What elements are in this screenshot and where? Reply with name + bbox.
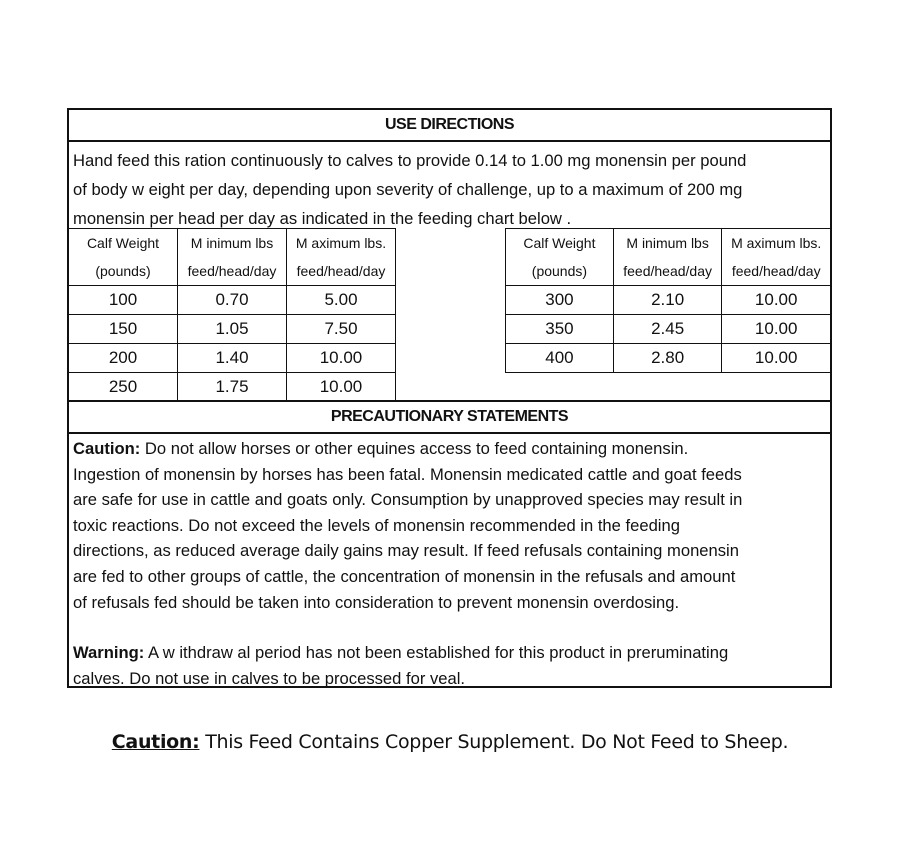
header-calf-weight-unit: (pounds)	[506, 257, 614, 286]
maximum-cell: 10.00	[287, 344, 396, 373]
use-directions-title: USE DIRECTIONS	[69, 110, 830, 142]
warning-label: Warning:	[73, 643, 145, 663]
caution-line: Ingestion of monensin by horses has been fatal. Monensin medicated cattle and goat feeds	[73, 464, 742, 484]
table-row	[506, 344, 831, 373]
caution-line: toxic reactions. Do not exceed the levels of monensin recommended in the feeding	[73, 515, 680, 535]
label-frame	[67, 108, 832, 688]
maximum-cell: 10.00	[722, 344, 830, 373]
minimum-cell: 1.40	[178, 344, 287, 373]
header-maximum-unit: feed/head/day	[722, 257, 830, 286]
copper-caution-label: Caution:	[111, 731, 200, 753]
maximum-cell: 7.50	[287, 315, 396, 344]
warning-line: Warning: A w ithdraw al period has not been established for this product in preruminating	[73, 643, 729, 663]
header-minimum-unit: feed/head/day	[613, 257, 722, 286]
caution-line: Caution: Do not allow horses or other equines access to feed containing monensin.	[73, 439, 689, 458]
calf-weight-cell: 350	[506, 315, 614, 344]
calf-weight-cell: 400	[506, 344, 614, 373]
spacer	[73, 615, 826, 640]
header-calf-weight: Calf Weight	[506, 229, 614, 258]
intro-line: monensin per head per day as indicated in the feeding chart below .	[73, 209, 572, 228]
table-row	[69, 315, 396, 344]
intro-line: Hand feed this ration continuously to calves to provide 0.14 to 1.00 mg monensin per pound	[73, 151, 747, 170]
caution-label: Caution:	[73, 439, 141, 458]
calf-weight-cell: 250	[69, 373, 178, 402]
calf-weight-cell: 150	[69, 315, 178, 344]
feeding-table-right	[505, 228, 830, 373]
calf-weight-cell: 300	[506, 286, 614, 315]
minimum-cell: 2.10	[613, 286, 722, 315]
caution-line: are safe for use in cattle and goats only. Consumption by unapproved species may result in	[73, 490, 743, 510]
feeding-table-left	[68, 228, 396, 402]
calf-weight-cell: 100	[69, 286, 178, 315]
maximum-cell: 10.00	[722, 286, 830, 315]
precautionary-text	[69, 434, 830, 691]
copper-caution	[0, 731, 900, 753]
maximum-cell: 10.00	[722, 315, 830, 344]
copper-caution-text: This Feed Contains Copper Supplement. Do Not Feed to Sheep.	[199, 731, 789, 753]
header-minimum: M inimum lbs	[613, 229, 722, 258]
caution-line: are fed to other groups of cattle, the concentration of monensin in the refusals and amount	[73, 566, 736, 586]
header-calf-weight: Calf Weight	[69, 229, 178, 258]
minimum-cell: 1.75	[178, 373, 287, 402]
table-row	[506, 286, 831, 315]
precautionary-title: PRECAUTIONARY STATEMENTS	[69, 402, 830, 434]
caution-line: directions, as reduced average daily gains may result. If feed refusals containing monensin	[73, 541, 739, 561]
table-row	[69, 373, 396, 402]
maximum-cell: 10.00	[287, 373, 396, 402]
table-row	[506, 315, 831, 344]
header-minimum: M inimum lbs	[178, 229, 287, 258]
warning-line: calves. Do not use in calves to be processed for veal.	[73, 668, 466, 688]
table-row	[69, 286, 396, 315]
caution-line: of refusals fed should be taken into consideration to prevent monensin overdosing.	[73, 592, 680, 612]
intro-line: of body w eight per day, depending upon severity of challenge, up to a maximum of 200 mg	[73, 180, 743, 199]
use-directions-text	[69, 142, 830, 228]
minimum-cell: 1.05	[178, 315, 287, 344]
minimum-cell: 0.70	[178, 286, 287, 315]
feeding-chart	[69, 228, 830, 402]
minimum-cell: 2.45	[613, 315, 722, 344]
header-maximum: M aximum lbs.	[722, 229, 830, 258]
header-minimum-unit: feed/head/day	[178, 257, 287, 286]
header-maximum: M aximum lbs.	[287, 229, 396, 258]
calf-weight-cell: 200	[69, 344, 178, 373]
table-row	[69, 344, 396, 373]
maximum-cell: 5.00	[287, 286, 396, 315]
minimum-cell: 2.80	[613, 344, 722, 373]
header-calf-weight-unit: (pounds)	[69, 257, 178, 286]
header-maximum-unit: feed/head/day	[287, 257, 396, 286]
